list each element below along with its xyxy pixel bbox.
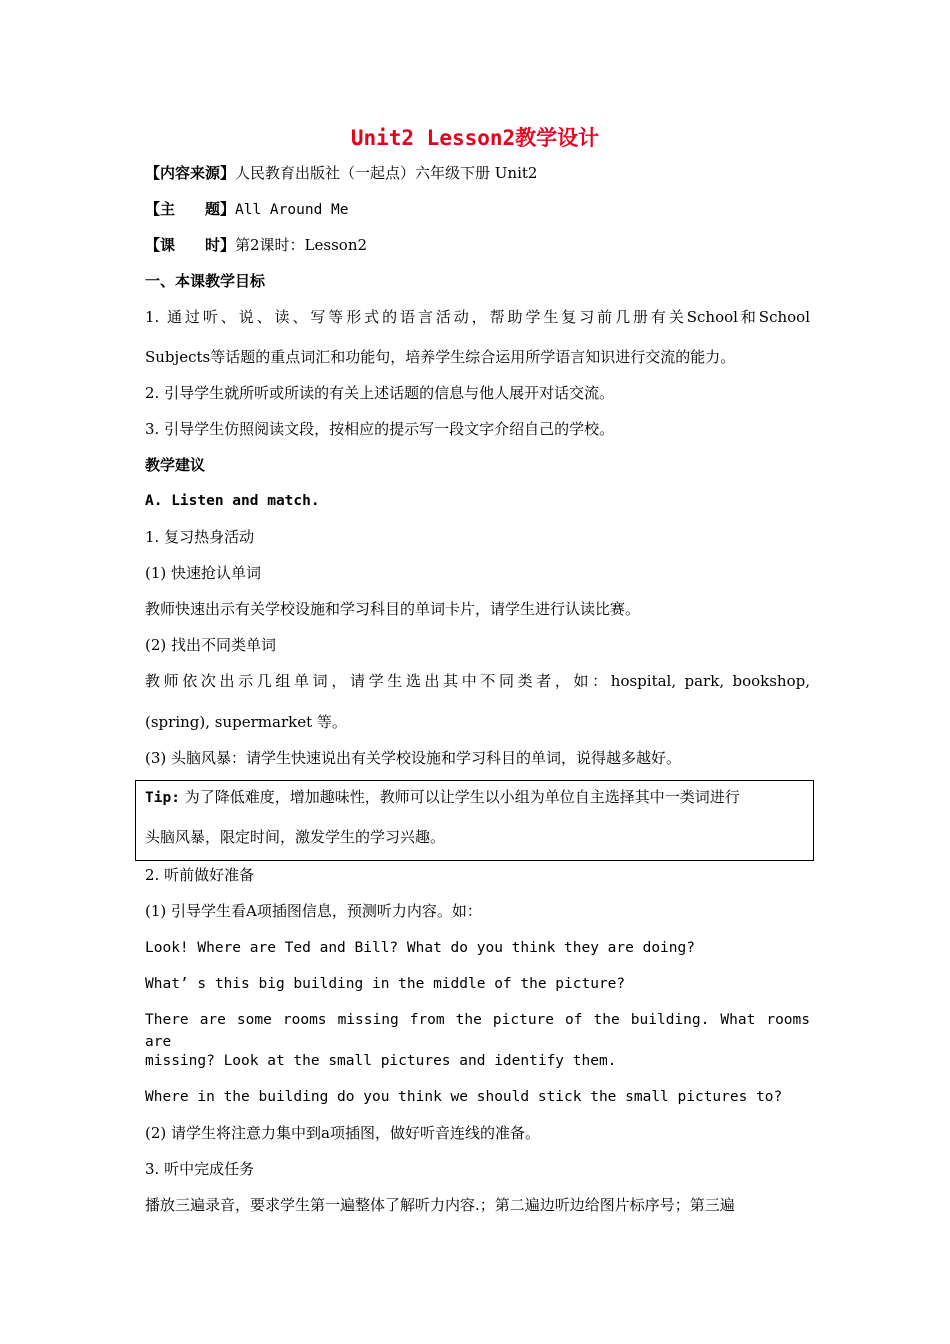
goal-3: 3. 引导学生仿照阅读文段，按相应的提示写一段文字介绍自己的学校。 <box>145 420 615 438</box>
step-1-1-text: 教师快速出示有关学校设施和学习科目的单词卡片，请学生进行认读比赛。 <box>145 600 641 618</box>
goal-1-line-2: Subjects等话题的重点词汇和功能句，培养学生综合运用所学语言知识进行交流的能力。 <box>145 348 736 366</box>
goal-2: 2. 引导学生就所听或所读的有关上述话题的信息与他人展开对话交流。 <box>145 384 615 402</box>
period-value: 第2课时：Lesson2 <box>235 236 368 254</box>
step-1: 1. 复习热身活动 <box>145 528 255 546</box>
step-3-text: 播放三遍录音，要求学生第一遍整体了解听力内容.；第二遍边听边给图片标序号；第三遍 <box>145 1196 735 1214</box>
question-3-line-1: There are some rooms missing from the picture of the building. What rooms are <box>145 1012 810 1050</box>
meta-source <box>145 162 810 184</box>
tip-box <box>135 780 814 861</box>
step-2: 2. 听前做好准备 <box>145 866 255 884</box>
question-2: What’ s this big building in the middle of the picture? <box>145 976 626 992</box>
tip-label: Tip: <box>145 790 180 806</box>
step-2-1: (1) 引导学生看A项插图信息，预测听力内容。如： <box>145 902 482 920</box>
step-1-2-text-line-1: 教师依次出示几组单词，请学生选出其中不同类者，如：hospital, park, bookshop, <box>145 672 810 690</box>
source-value: 人民教育出版社（一起点）六年级下册 Unit2 <box>235 164 538 182</box>
goal-1-line-1: 1. 通过听、说、读、写等形式的语言活动，帮助学生复习前几册有关School和School <box>145 308 810 326</box>
meta-topic <box>145 198 810 221</box>
tip-text-1: 为了降低难度，增加趣味性，教师可以让学生以小组为单位自主选择其中一类词进行 <box>184 788 740 806</box>
topic-value: All Around Me <box>235 202 349 218</box>
question-3-line-2: missing? Look at the small pictures and identify them. <box>145 1053 617 1069</box>
step-1-2: (2) 找出不同类单词 <box>145 636 277 654</box>
tip-text-2: 头脑风暴，限定时间，激发学生的学习兴趣。 <box>145 828 446 846</box>
step-1-2-text-line-2: (spring), supermarket 等。 <box>145 713 347 731</box>
document-title: Unit2 Lesson2教学设计 <box>350 126 600 150</box>
section-heading-goals: 一、本课教学目标 <box>145 272 266 290</box>
step-3: 3. 听中完成任务 <box>145 1160 255 1178</box>
step-1-1: (1) 快速抢认单词 <box>145 564 262 582</box>
source-label: 【内容来源】 <box>145 164 236 182</box>
tip-line-1 <box>145 786 807 809</box>
section-heading-suggestions: 教学建议 <box>145 456 206 474</box>
step-2-2: (2) 请学生将注意力集中到a项插图，做好听音连线的准备。 <box>145 1124 540 1142</box>
topic-label: 【主 题】 <box>145 200 236 218</box>
period-label: 【课 时】 <box>145 236 236 254</box>
step-1-3: (3) 头脑风暴：请学生快速说出有关学校设施和学习科目的单词，说得越多越好。 <box>145 749 682 767</box>
question-4: Where in the building do you think we should stick the small pictures to? <box>145 1089 783 1105</box>
question-1: Look! Where are Ted and Bill? What do you think they are doing? <box>145 940 695 956</box>
part-a-heading: A. Listen and match. <box>145 493 320 509</box>
meta-period <box>145 234 810 256</box>
